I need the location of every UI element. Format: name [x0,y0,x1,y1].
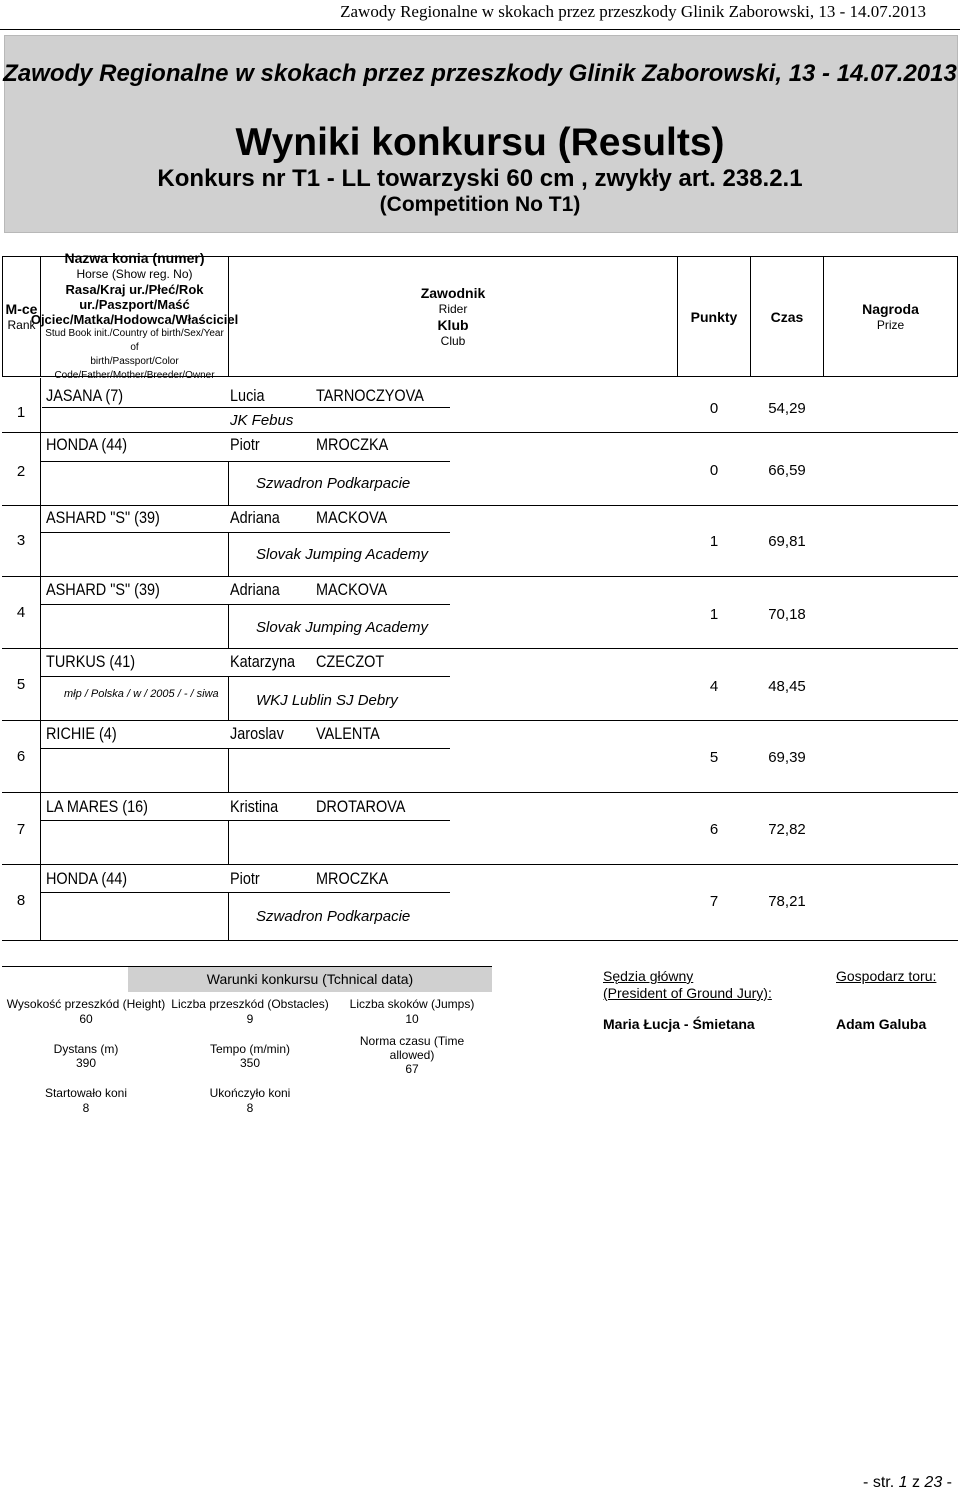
header-horse-en4: Code/Father/Mother/Breeder/Owner [54,370,215,381]
row-points: 0 [709,400,719,417]
row-time: 70,18 [768,606,806,623]
host-label: Gospodarz toru: [836,968,937,984]
row-points: 7 [709,893,719,910]
row-horse: TURKUS (41) [46,652,136,671]
row-points: 1 [709,606,719,623]
header-rider-pl: Zawodnik [420,284,486,301]
header-club-en: Club [440,333,466,348]
header-rider [228,256,678,377]
distance-value: 390 [75,1056,97,1070]
row-rider-last: MROCZKA [316,435,389,454]
row-time: 54,29 [768,400,806,417]
row-horse: RICHIE (4) [46,724,117,743]
height-value: 60 [79,1012,93,1026]
time-allowed-value: 67 [405,1062,419,1076]
row-time: 48,45 [768,678,806,695]
competition-line: Konkurs nr T1 - LL towarzyski 60 cm , zwykły art. 238.2.1 [157,165,803,192]
height-label: Wysokość przeszkód (Height) [6,997,166,1011]
row-horse: HONDA (44) [46,435,128,454]
tempo-value: 350 [239,1056,261,1070]
header-horse-pl: Nazwa konia (numer) [64,250,205,266]
row-club: Slovak Jumping Academy [256,619,429,636]
row-rider-last: CZECZOT [316,652,385,671]
header-points [677,256,751,377]
row-rank: 2 [16,463,26,480]
footer-prefix: - str. [863,1474,895,1491]
table-row [2,378,958,432]
row-rank: 7 [16,821,26,838]
row-time: 69,81 [768,533,806,550]
header-time [750,256,824,377]
row-rider-first: Lucia [230,386,265,405]
row-club: Szwadron Podkarpacie [256,475,411,492]
header-horse-pl2: Rasa/Kraj ur./Płeć/Rok [65,282,204,297]
row-horse: ASHARD "S" (39) [46,580,160,599]
distance-label: Dystans (m) [53,1042,119,1056]
row-rider-first: Adriana [230,508,280,527]
row-points: 0 [709,462,719,479]
header-horse-en3: birth/Passport/Color [90,356,179,367]
row-rider-last: MROCZKA [316,869,389,888]
header-rank-pl: M-ce [5,300,38,317]
header-club-pl: Klub [437,316,469,333]
row-rank: 3 [16,532,26,549]
row-time: 66,59 [768,462,806,479]
finished-label: Ukończyło koni [209,1086,291,1100]
row-rider-first: Jaroslav [230,724,284,743]
row-horse: JASANA (7) [46,386,124,405]
row-rider-first: Adriana [230,580,280,599]
header-rule [0,29,960,30]
row-horse: ASHARD "S" (39) [46,508,160,527]
row-time: 69,39 [768,749,806,766]
started-value: 8 [82,1101,90,1115]
table-row [2,864,958,941]
table-row [2,648,958,721]
competition-no: (Competition No T1) [379,193,581,216]
started-label: Startowało koni [44,1086,128,1100]
table-row [2,720,958,793]
row-rider-first: Kristina [230,797,279,816]
footer-suffix: - [946,1474,952,1491]
table-row [2,576,958,649]
row-points: 6 [709,821,719,838]
header-horse-en2: Stud Book init./Country of birth/Sex/Year of [45,328,224,353]
table-row [2,432,958,506]
president-label-1: Sędzia główny [603,968,694,984]
header-rank-en: Rank [7,317,36,332]
row-rider-last: TARNOCZYOVA [316,386,424,405]
jumps-value: 10 [405,1012,419,1026]
obstacles-label: Liczba przeszkód (Obstacles) [171,997,329,1011]
president-label-2: (President of Ground Jury): [603,985,772,1001]
row-rider-first: Piotr [230,435,260,454]
obstacles-value: 9 [246,1012,254,1026]
time-allowed-label: Norma czasu (Time allowed) [359,1034,465,1062]
host-name: Adam Galuba [836,1016,927,1032]
row-club: Slovak Jumping Academy [256,546,429,563]
row-rider-last: MACKOVA [316,580,388,599]
header-horse-en: Horse (Show reg. No) [76,267,193,281]
row-rank: 4 [16,604,26,621]
row-points: 4 [709,678,719,695]
table-row [2,792,958,865]
row-club: WKJ Lublin SJ Debry [256,692,398,709]
header-horse-pl3: ur./Paszport/Maść [79,297,190,312]
row-horse: LA MARES (16) [46,797,148,816]
row-rank: 5 [16,676,26,693]
row-points: 5 [709,749,719,766]
header-horse-pl4: Ojciec/Matka/Hodowca/Właściciel [30,312,239,327]
row-club: JK Febus [230,412,294,429]
tempo-label: Tempo (m/min) [209,1042,290,1056]
row-time: 72,82 [768,821,806,838]
header-horse [30,250,239,381]
row-horse-info: młp / Polska / w / 2005 / - / siwa [64,688,219,700]
technical-title: Warunki konkursu (Tchnical data) [128,967,492,992]
table-row [2,504,958,577]
jumps-label: Liczba skoków (Jumps) [349,997,475,1011]
row-rank: 8 [16,892,26,909]
row-rider-first: Katarzyna [230,652,296,671]
footer-page: 1 [898,1474,908,1491]
header-prize-en: Prize [876,317,905,332]
row-time: 78,21 [768,893,806,910]
finished-value: 8 [246,1101,254,1115]
president-name: Maria Łucja - Śmietana [603,1016,755,1032]
header-prize-pl: Nagroda [862,300,919,317]
header-prize [823,256,958,377]
results-title: Wyniki konkursu (Results) [235,121,725,164]
row-rider-last: MACKOVA [316,508,388,527]
header-points-label: Punkty [690,308,738,325]
row-horse: HONDA (44) [46,869,128,888]
footer-total: 23 [924,1474,943,1491]
row-rank: 1 [16,404,26,421]
event-title: Zawody Regionalne w skokach przez przeszkody Glinik Zaborowski, 13 - 14.07.2013 [3,60,957,87]
page-footer [863,1474,952,1492]
row-rider-first: Piotr [230,869,260,888]
header-rider-en: Rider [438,301,468,316]
row-rider-last: VALENTA [316,724,380,743]
row-points: 1 [709,533,719,550]
footer-of: z [911,1474,920,1491]
row-rider-last: DROTAROVA [316,797,406,816]
header-time-label: Czas [770,308,804,325]
running-head: Zawody Regionalne w skokach przez przeszkody Glinik Zaborowski, 13 - 14.07.2013 [340,2,926,21]
row-rank: 6 [16,748,26,765]
row-club: Szwadron Podkarpacie [256,908,411,925]
